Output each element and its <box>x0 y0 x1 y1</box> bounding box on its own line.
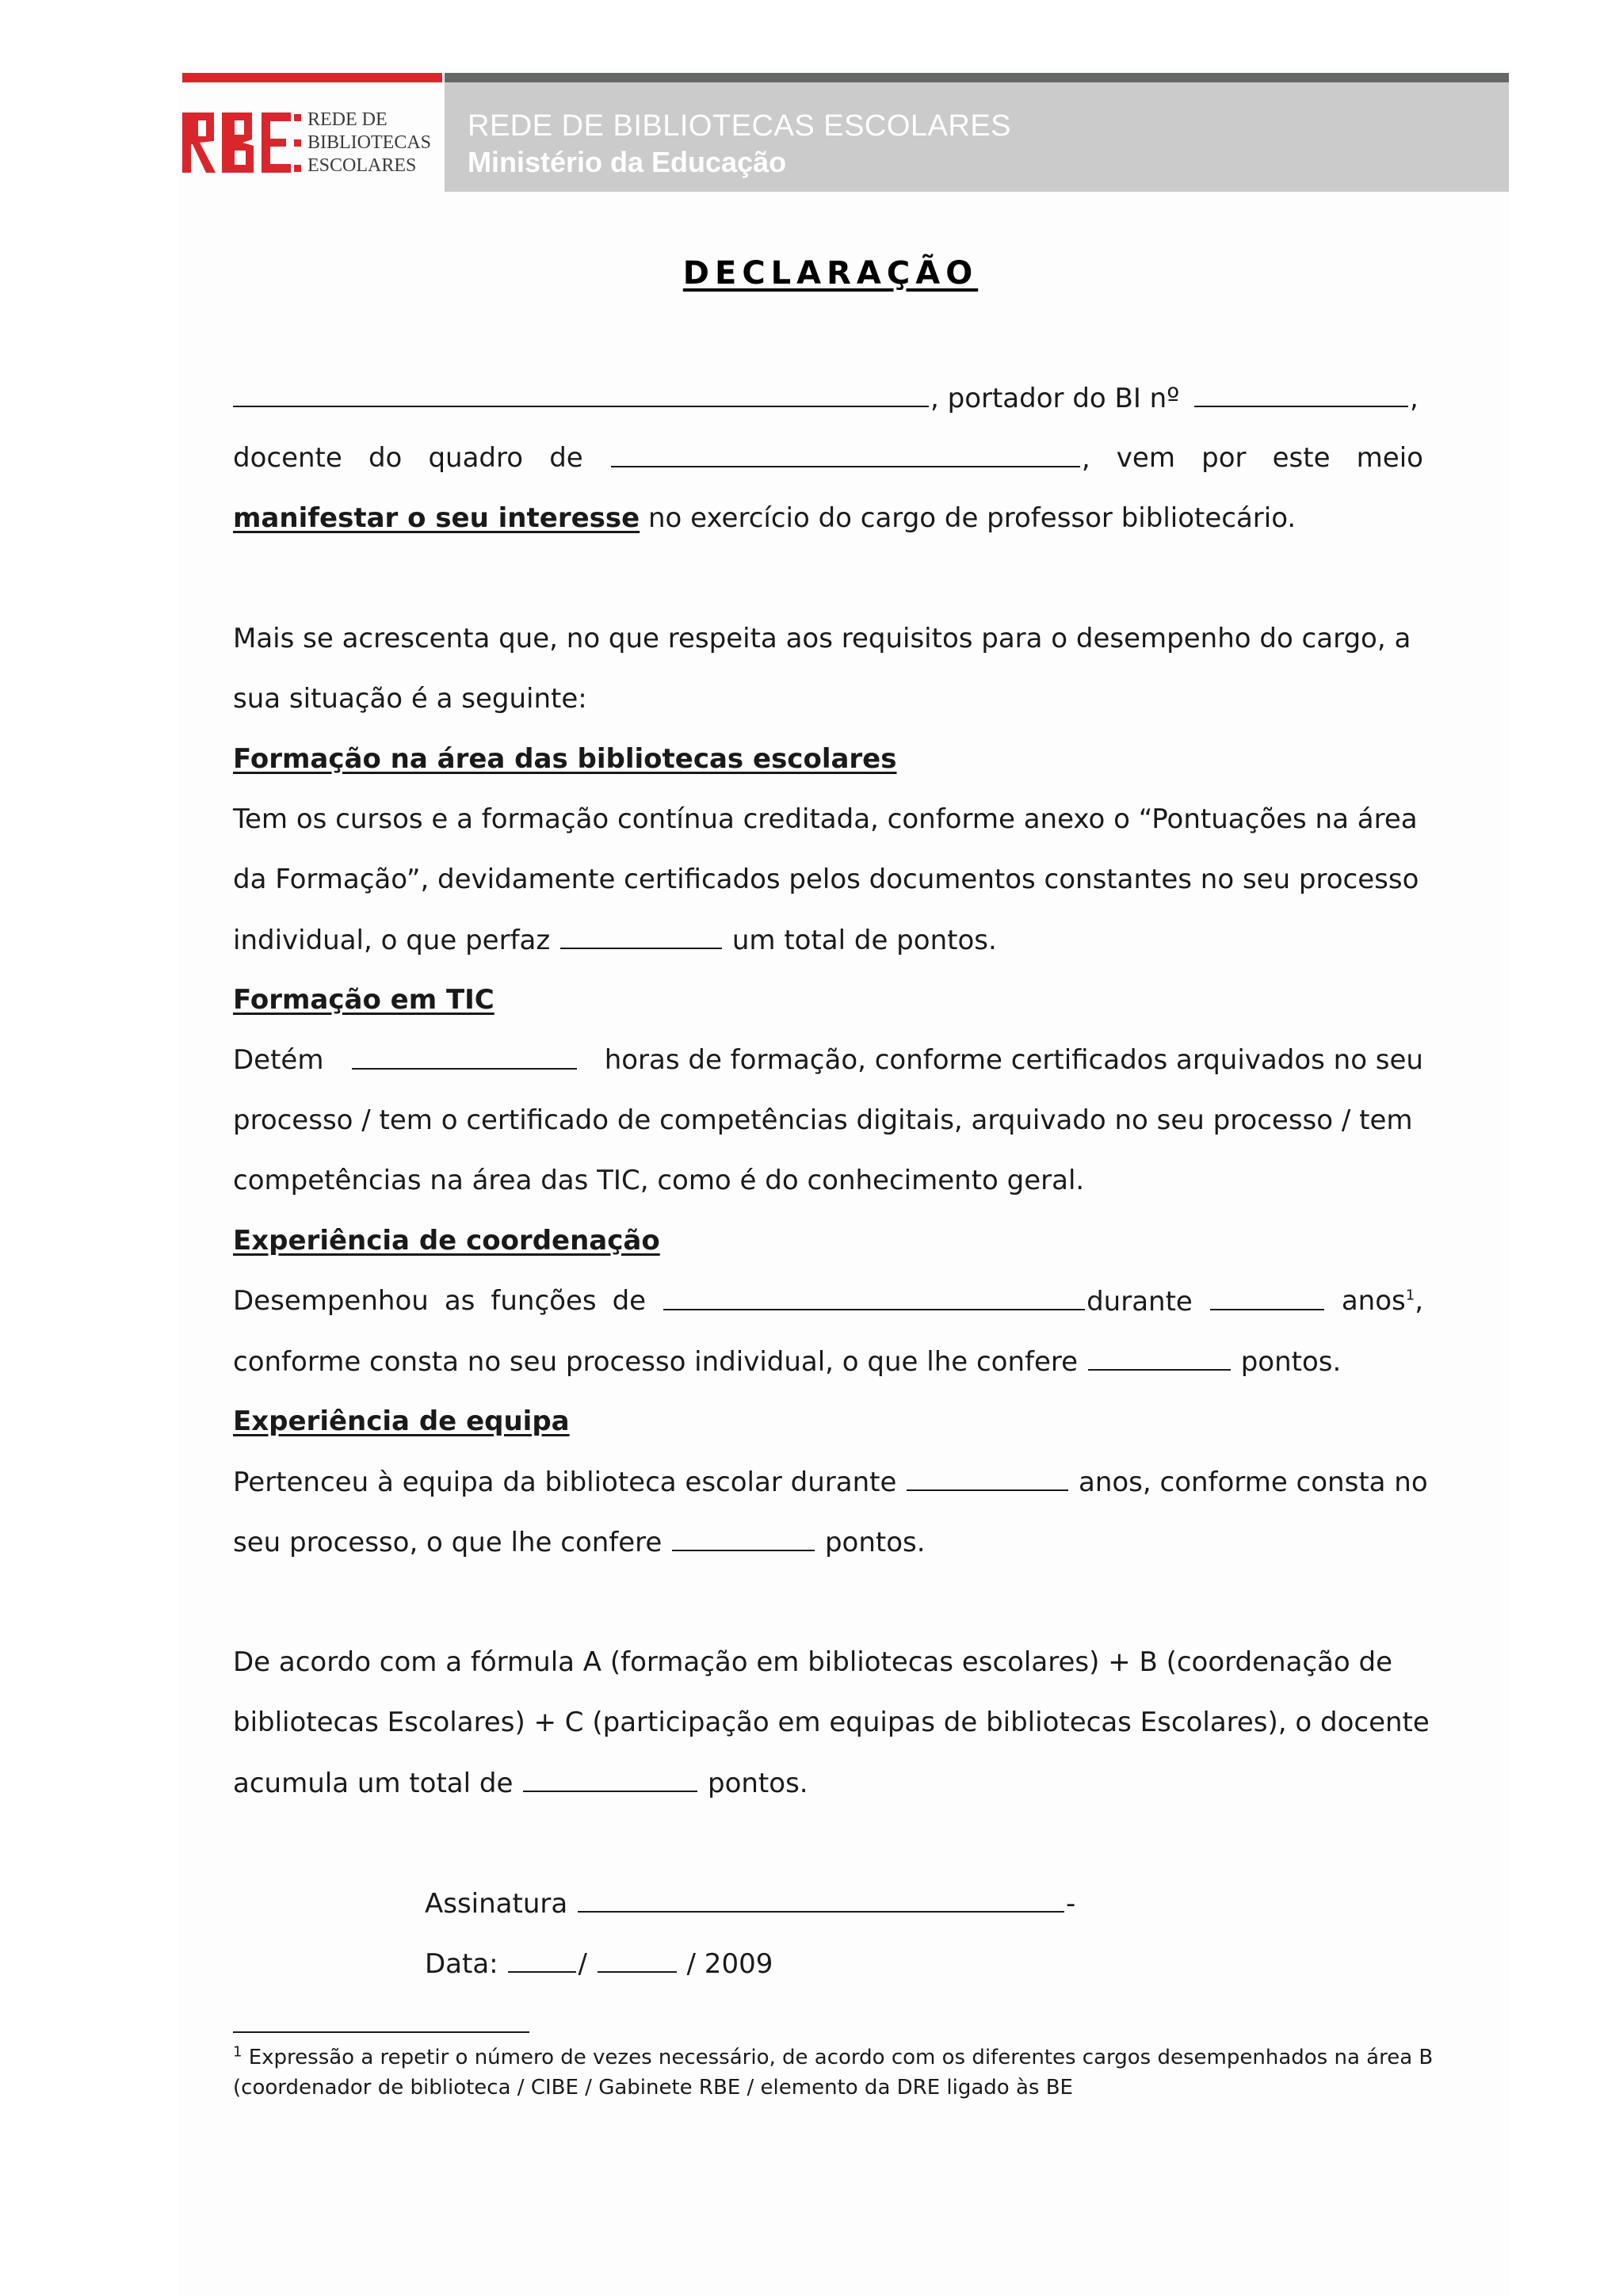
team-years-field[interactable] <box>907 1464 1068 1491</box>
signature-label: Assinatura <box>425 1888 568 1920</box>
text: acumula um total de <box>233 1768 514 1799</box>
section-heading: Experiência de equipa <box>233 1405 570 1437</box>
word: vem <box>1116 442 1175 474</box>
word: funções <box>491 1285 597 1317</box>
word: docente <box>233 442 342 474</box>
header-red-bar <box>182 73 442 82</box>
coordination-role-field[interactable] <box>663 1283 1085 1310</box>
text: , <box>1415 1285 1423 1317</box>
p1-line2 <box>233 441 1423 476</box>
tic-hours-field[interactable] <box>352 1043 577 1070</box>
text: individual, o que perfaz <box>233 925 551 956</box>
text: / 2009 <box>686 1948 773 1980</box>
word: do <box>368 442 403 474</box>
name-field[interactable] <box>233 380 929 407</box>
document-title <box>0 255 1623 292</box>
emphasis-text: manifestar o seu interesse <box>233 502 640 534</box>
sec1-line2: da Formação”, devidamente certificados pelos documentos constantes no seu processo <box>233 864 1419 895</box>
text: - <box>1066 1888 1076 1920</box>
section-heading: Experiência de coordenação <box>233 1225 660 1257</box>
word: meio <box>1356 442 1423 474</box>
date-month-field[interactable] <box>598 1946 677 1973</box>
quadro-field[interactable] <box>611 441 1080 467</box>
p3-line1: De acordo com a fórmula A (formação em bibliotecas escolares) + B (coordenação de <box>233 1646 1393 1678</box>
p3-line2: bibliotecas Escolares) + C (participação em equipas de bibliotecas Escolares), o docente <box>233 1707 1430 1738</box>
text: Expressão a repetir o número de vezes necessário, de acordo com os diferentes cargos desempenhados na área B <box>248 2046 1434 2069</box>
logo-text <box>307 109 431 177</box>
rbe-logo-icon <box>182 109 301 176</box>
footnote-marker: 1 <box>233 2043 242 2061</box>
coordination-years-field[interactable] <box>1210 1283 1324 1310</box>
footnote-line2: (coordenador de biblioteca / CIBE / Gabinete RBE / elemento da DRE ligado às BE <box>233 2076 1073 2100</box>
logo-line: ESCOLARES <box>307 155 417 176</box>
formation-points-field[interactable] <box>560 922 722 949</box>
text: anos <box>1341 1285 1406 1317</box>
p2-line2: sua situação é a seguinte: <box>233 683 587 715</box>
sec4-line1 <box>233 1464 1428 1500</box>
date-line <box>425 1946 1138 1981</box>
bi-number-field[interactable] <box>1194 380 1408 407</box>
word: Desempenhou <box>233 1285 429 1317</box>
signature-field[interactable] <box>578 1886 1064 1913</box>
p2-line1: Mais se acrescenta que, no que respeita aos requisitos para o desempenho do cargo, a <box>233 623 1411 654</box>
text: Pertenceu à equipa da biblioteca escolar durante <box>233 1466 897 1498</box>
text: pontos. <box>1240 1346 1342 1378</box>
section-heading: Formação em TIC <box>233 984 495 1016</box>
word: de <box>612 1285 647 1317</box>
sec1-line3 <box>233 922 1423 958</box>
sec2-line2: processo / tem o certificado de competências digitais, arquivado no seu processo / tem <box>233 1104 1413 1136</box>
team-points-field[interactable] <box>672 1524 815 1551</box>
sec3-line2 <box>233 1344 1423 1379</box>
word: de <box>549 442 583 474</box>
p1-line3 <box>233 501 1423 536</box>
header-ministry: Ministério da Educação <box>468 146 787 178</box>
footnote-divider <box>233 2031 529 2033</box>
coordination-points-field[interactable] <box>1088 1344 1231 1371</box>
text: horas de formação, conforme certificados arquivados no seu <box>604 1044 1423 1076</box>
date-day-field[interactable] <box>508 1946 576 1973</box>
footnote-ref[interactable]: 1 <box>1405 1287 1415 1304</box>
logo-line: BIBLIOTECAS <box>307 132 431 153</box>
header-org-name: REDE DE BIBLIOTECAS ESCOLARES <box>468 109 1012 143</box>
text: / <box>578 1948 587 1980</box>
word: quadro <box>428 442 524 474</box>
text: , <box>1081 443 1090 475</box>
sec2-line1 <box>233 1043 1423 1077</box>
text: , <box>1410 383 1419 414</box>
word: por <box>1201 442 1247 474</box>
sec4-line2 <box>233 1524 1423 1560</box>
section-heading: Formação na área das bibliotecas escolares <box>233 743 897 775</box>
date-label: Data: <box>425 1948 498 1980</box>
p1-line1 <box>233 380 1423 416</box>
total-points-field[interactable] <box>523 1765 697 1792</box>
text: Detém <box>233 1044 324 1076</box>
sec2-line3: competências na área das TIC, como é do conhecimento geral. <box>233 1165 1085 1196</box>
text: , portador do BI nº <box>930 383 1180 414</box>
sec1-line1: Tem os cursos e a formação contínua creditada, conforme anexo o “Pontuações na área <box>233 803 1418 835</box>
logo-line: REDE DE <box>307 109 388 130</box>
text: seu processo, o que lhe confere <box>233 1527 663 1558</box>
word: as <box>444 1285 475 1317</box>
signature-line <box>425 1886 1138 1921</box>
text: anos, conforme consta no <box>1079 1466 1428 1498</box>
sec3-line1 <box>233 1283 1423 1319</box>
title-text: DECLARAÇÃO <box>682 255 979 292</box>
text: pontos. <box>708 1768 808 1799</box>
word: este <box>1272 442 1331 474</box>
text: conforme consta no seu processo individual, o que lhe confere <box>233 1346 1079 1378</box>
footnote-line1 <box>233 2042 1501 2073</box>
p3-line3 <box>233 1765 1423 1801</box>
text: durante <box>1086 1286 1193 1318</box>
text: pontos. <box>824 1527 926 1558</box>
text: no exercício do cargo de professor bibliotecário. <box>640 502 1296 534</box>
text: um total de pontos. <box>731 925 997 956</box>
header-grey-bar <box>445 73 1509 82</box>
